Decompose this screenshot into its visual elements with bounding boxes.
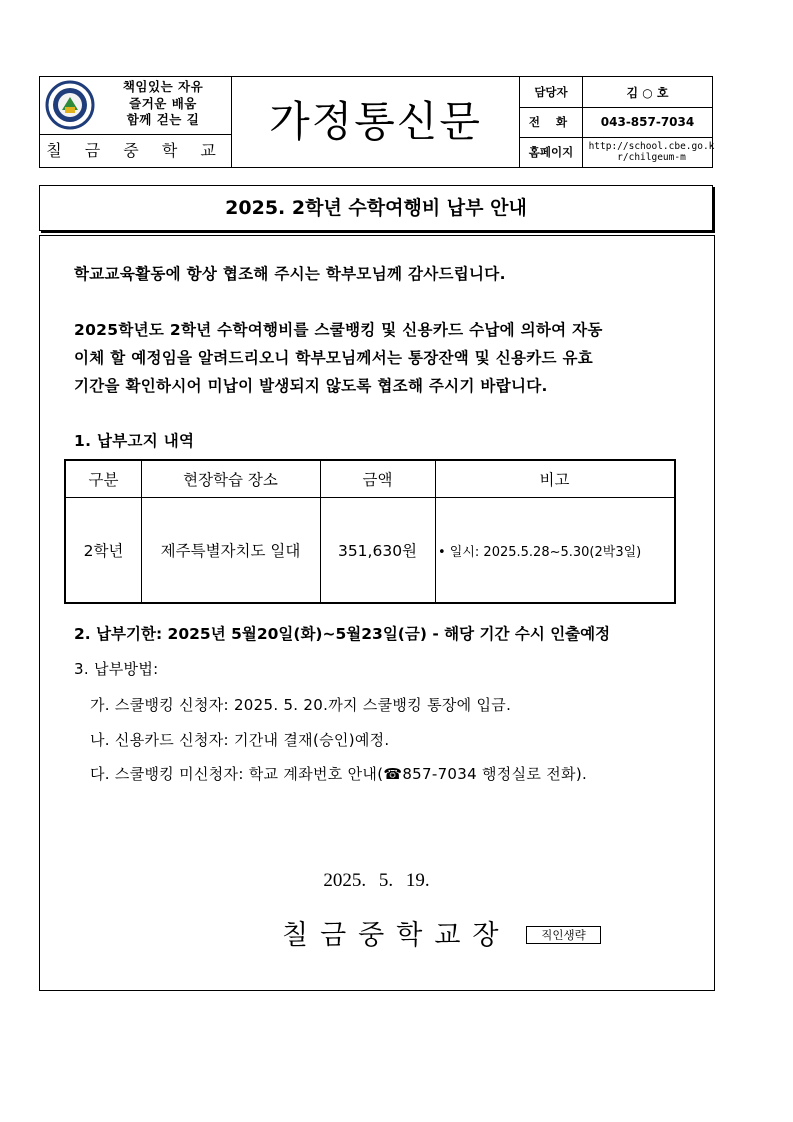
- letter-subject: 2025. 2학년 수학여행비 납부 안내: [39, 185, 713, 231]
- payment-method-item: 다. 스쿨뱅킹 미신청자: 학교 계좌번호 안내(☎857-7034 행정실로 전화).: [90, 765, 588, 783]
- intro-line: 기간을 확인하시어 미납이 발생되지 않도록 협조해 주시기 바랍니다.: [74, 377, 548, 395]
- contact-row-manager: [520, 77, 713, 108]
- motto-line: 함께 걷는 길: [126, 112, 200, 127]
- table-header-amount: 금액: [362, 471, 393, 489]
- school-motto: [98, 79, 228, 129]
- homepage-link[interactable]: http://school.cbe.go.kr/chilgeum-m: [588, 141, 715, 163]
- contact-info: [520, 77, 713, 167]
- table-header-location: 현장학습 장소: [183, 471, 278, 489]
- greeting-text: 학교교육활동에 항상 협조해 주시는 학부모님께 감사드립니다.: [74, 265, 506, 283]
- motto-line: 즐거운 배움: [129, 95, 197, 111]
- table-cell-note: • 일시: 2025.5.28~5.30(2박3일): [438, 544, 642, 560]
- table-cell-location: 제주특별자치도 일대: [160, 542, 301, 560]
- seal-omitted-stamp: 직인생략: [526, 926, 601, 944]
- intro-line: 이체 할 예정임을 알려드리오니 학부모님께서는 통장잔액 및 신용카드 유효: [74, 349, 594, 367]
- payment-method-item: 나. 신용카드 신청자: 기간내 결재(승인)예정.: [90, 731, 390, 749]
- section-heading-notice: 1. 납부고지 내역: [74, 432, 195, 450]
- school-name: 칠 금 중 학 교: [46, 141, 225, 160]
- table-cell-grade: 2학년: [83, 542, 124, 560]
- logo-motto-area: [40, 77, 231, 135]
- section-heading-method: 3. 납부방법:: [74, 660, 159, 678]
- payment-method-item: 가. 스쿨뱅킹 신청자: 2025. 5. 20.까지 스쿨뱅킹 통장에 입금.: [90, 696, 512, 714]
- letter-header: [39, 76, 713, 168]
- school-info-block: [40, 77, 232, 167]
- payment-table: [64, 459, 676, 604]
- contact-value: 043-857-7034: [600, 115, 695, 129]
- section-heading-deadline: 2. 납부기한: 2025년 5월20일(화)~5월23일(금) - 해당 기간 수시 인출예정: [74, 625, 611, 643]
- table-cell-amount: 351,630원: [337, 542, 418, 560]
- contact-label: 전 화: [520, 107, 583, 137]
- contact-row-phone: [520, 107, 713, 138]
- document-title: 가정통신문: [232, 77, 520, 167]
- contact-value: 김 ○ 호: [626, 85, 669, 100]
- table-header-note: 비고: [539, 471, 570, 489]
- contact-row-homepage: [520, 137, 713, 167]
- motto-line: 책임있는 자유: [122, 79, 204, 94]
- intro-line: 2025학년도 2학년 수학여행비를 스쿨뱅킹 및 신용카드 수납에 의하여 자동: [74, 321, 603, 339]
- contact-label: 담당자: [520, 77, 583, 107]
- principal-signature: 칠금중학교장: [282, 920, 511, 951]
- school-emblem-icon: [45, 80, 95, 130]
- contact-label: 홈페이지: [520, 137, 583, 167]
- issue-date: 2025. 5. 19.: [323, 870, 430, 891]
- table-header-category: 구분: [88, 471, 119, 489]
